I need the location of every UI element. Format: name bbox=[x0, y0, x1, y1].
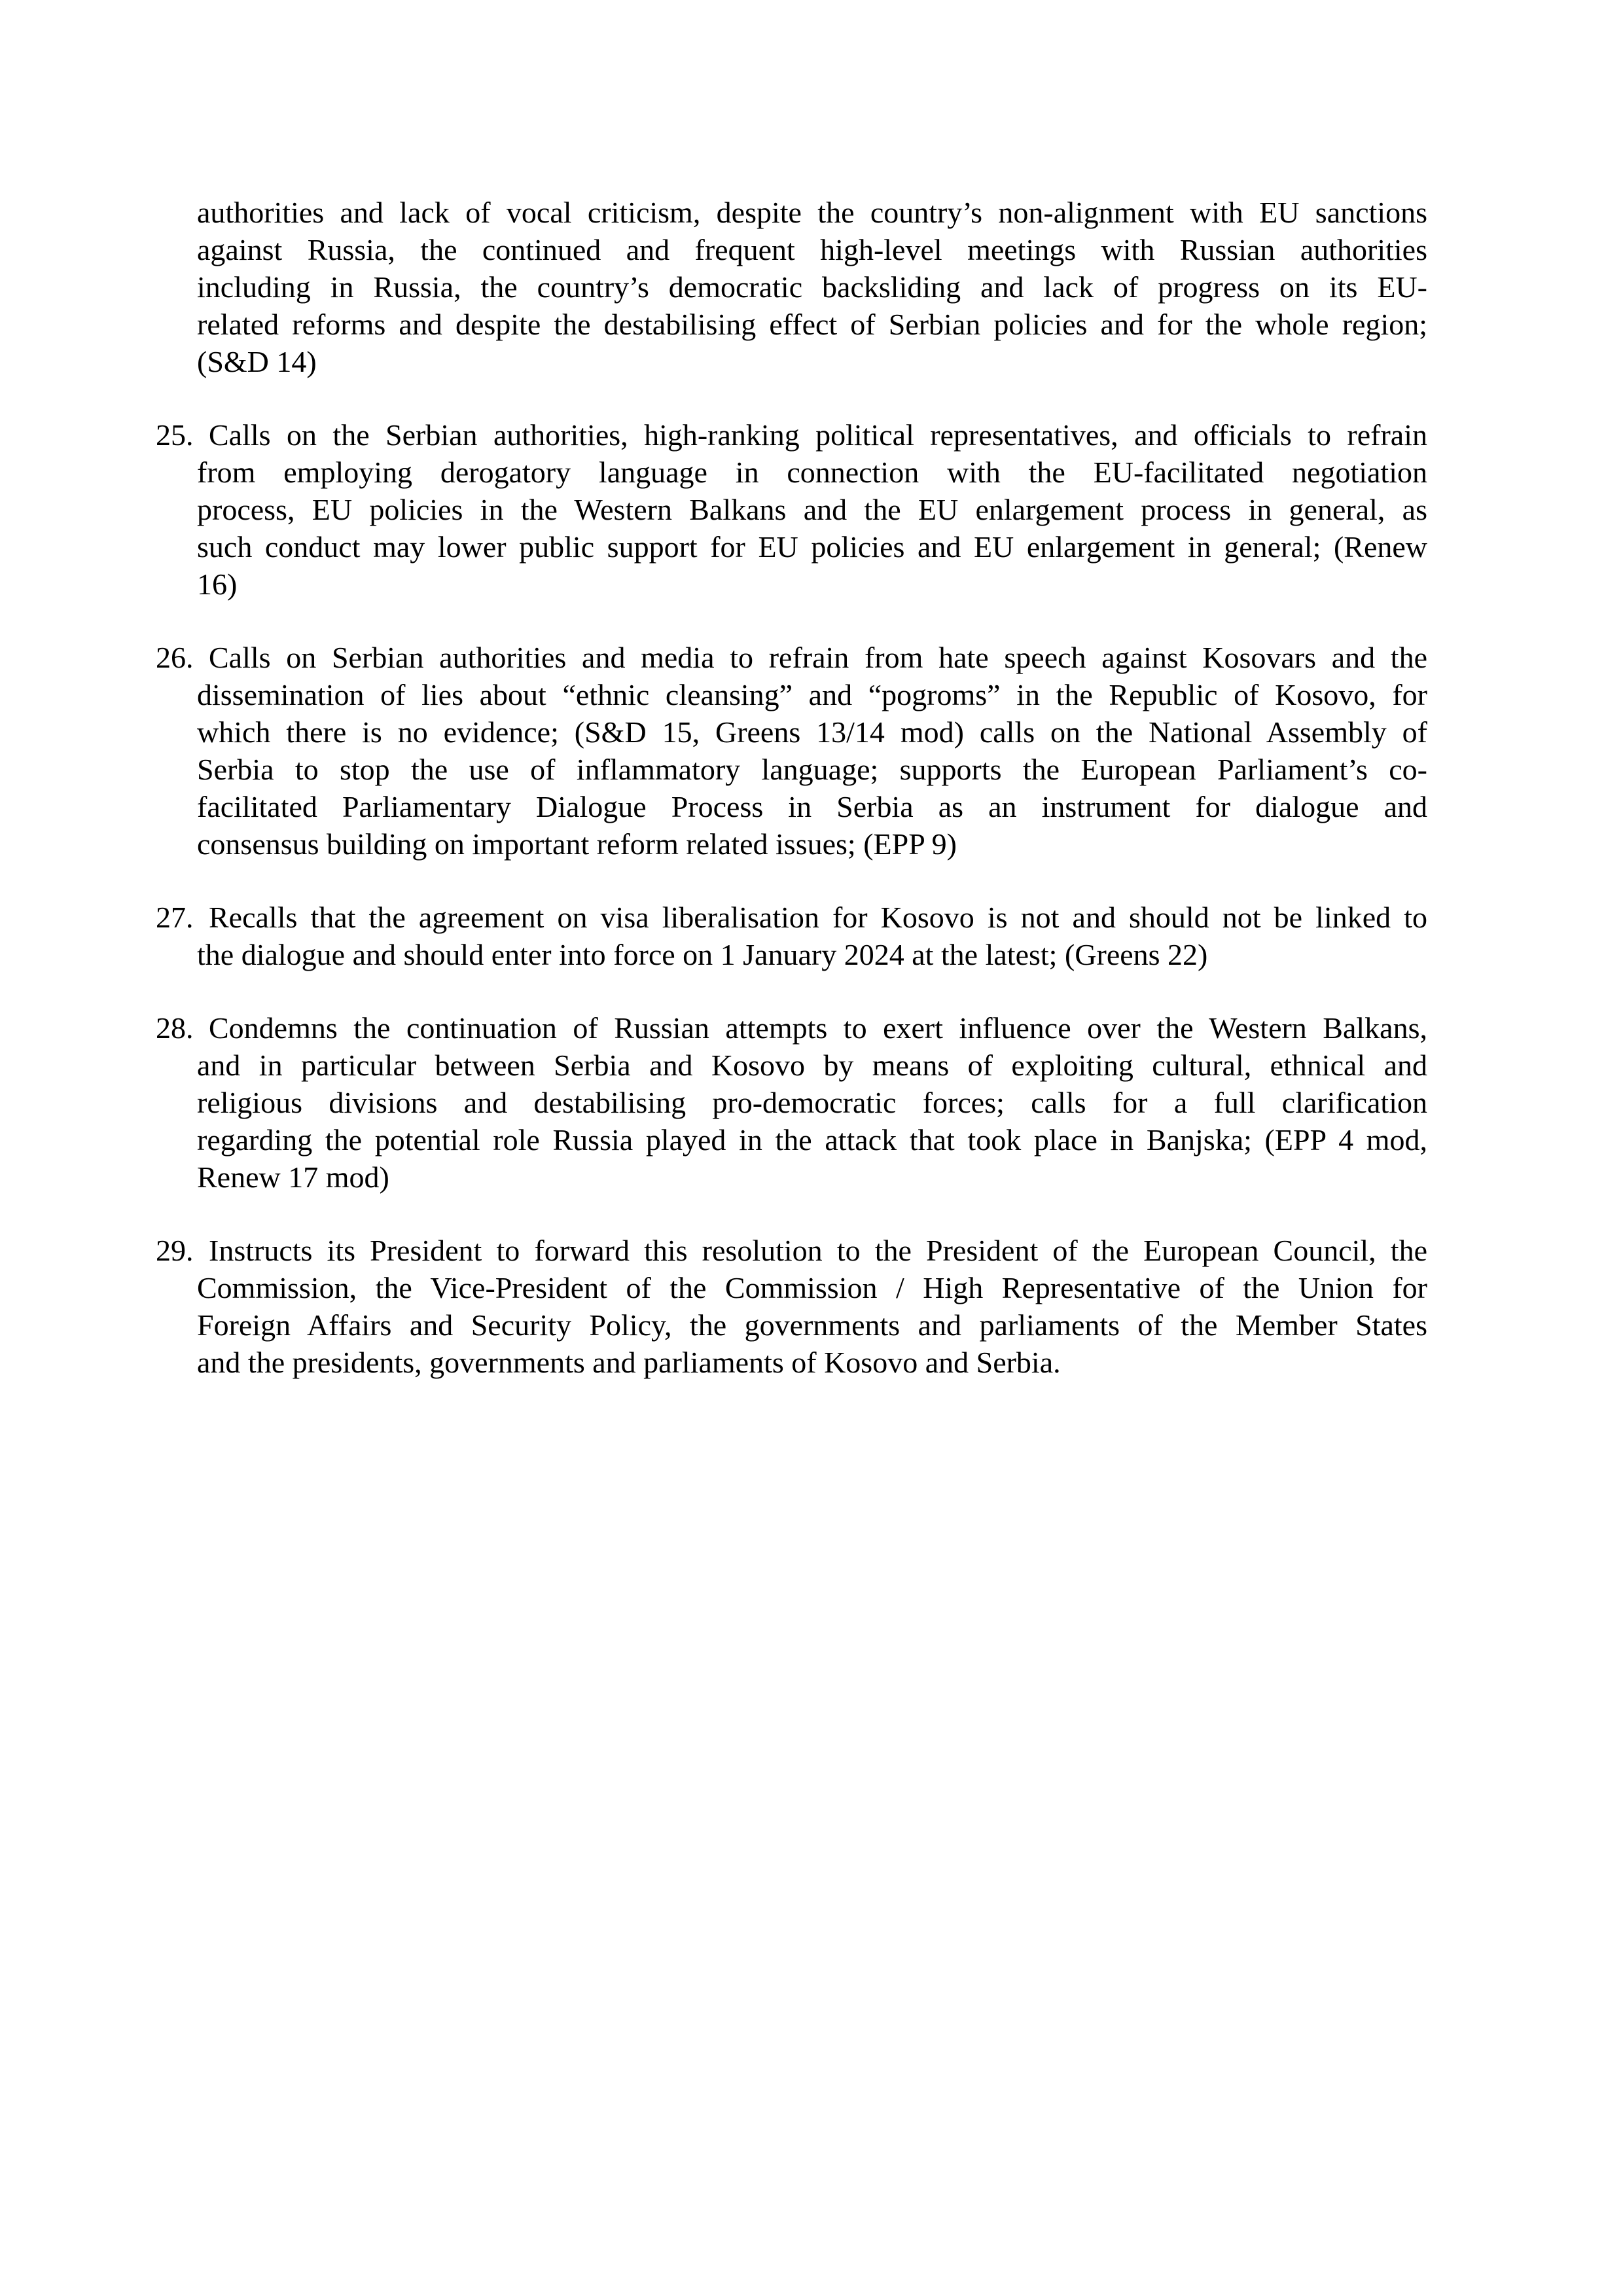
paragraph-line: facilitated Parliamentary Dialogue Process in Serbia as an instrument for dialogue and bbox=[197, 790, 1427, 823]
paragraph-line: 16) bbox=[197, 567, 238, 601]
paragraph-body bbox=[197, 1232, 1427, 1381]
paragraph-28 bbox=[156, 1009, 1427, 1196]
paragraph-27 bbox=[156, 899, 1427, 973]
paragraph-body bbox=[197, 639, 1427, 863]
paragraph-line: religious divisions and destabilising pro-democratic forces; calls for a full clarification bbox=[197, 1086, 1427, 1119]
paragraph-line: Serbia to stop the use of inflammatory language; supports the European Parliament’s co- bbox=[197, 753, 1427, 786]
paragraph-number bbox=[156, 194, 197, 380]
paragraph-line: and in particular between Serbia and Kosovo by means of exploiting cultural, ethnical and bbox=[197, 1049, 1427, 1082]
paragraph-line: dissemination of lies about “ethnic cleansing” and “pogroms” in the Republic of Kosovo, for bbox=[197, 678, 1427, 711]
paragraph-line: Condemns the continuation of Russian attempts to exert influence over the Western Balkans, bbox=[209, 1011, 1427, 1045]
paragraph-line: related reforms and despite the destabilising effect of Serbian policies and for the whole region; bbox=[197, 308, 1427, 341]
paragraph-line: the dialogue and should enter into force on 1 January 2024 at the latest; (Greens 22) bbox=[197, 938, 1208, 971]
paragraph-line: Calls on the Serbian authorities, high-ranking political representatives, and officials to refrain bbox=[209, 418, 1427, 452]
paragraph-line: consensus building on important reform related issues; (EPP 9) bbox=[197, 827, 957, 861]
paragraph-25 bbox=[156, 416, 1427, 603]
paragraph-26 bbox=[156, 639, 1427, 863]
paragraph-body bbox=[197, 899, 1427, 973]
paragraph-line: such conduct may lower public support for EU policies and EU enlargement in general; (Renew bbox=[197, 530, 1427, 564]
paragraph-line: regarding the potential role Russia played in the attack that took place in Banjska; (EPP 4 mod, bbox=[197, 1123, 1427, 1157]
paragraph-body bbox=[197, 194, 1427, 380]
paragraph-line: Renew 17 mod) bbox=[197, 1160, 389, 1194]
paragraph-line: and the presidents, governments and parliaments of Kosovo and Serbia. bbox=[197, 1346, 1061, 1379]
paragraph-line: Instructs its President to forward this resolution to the President of the European Council, the bbox=[209, 1234, 1427, 1267]
paragraph-line: process, EU policies in the Western Balkans and the EU enlargement process in general, as bbox=[197, 493, 1427, 526]
paragraph-number: 28. bbox=[156, 1011, 194, 1045]
paragraph-line: authorities and lack of vocal criticism, despite the country’s non-alignment with EU sanctions bbox=[197, 196, 1427, 229]
paragraph-line: from employing derogatory language in connection with the EU-facilitated negotiation bbox=[197, 456, 1427, 489]
paragraph-number: 26. bbox=[156, 641, 194, 674]
paragraph-body bbox=[197, 1009, 1427, 1196]
paragraph-line: Recalls that the agreement on visa liberalisation for Kosovo is not and should not be linked to bbox=[209, 901, 1427, 934]
paragraph-number: 29. bbox=[156, 1234, 194, 1267]
paragraph-29 bbox=[156, 1232, 1427, 1381]
paragraph-body bbox=[197, 416, 1427, 603]
paragraph-line: Calls on Serbian authorities and media to refrain from hate speech against Kosovars and the bbox=[209, 641, 1427, 674]
paragraph-line: which there is no evidence; (S&D 15, Greens 13/14 mod) calls on the National Assembly of bbox=[197, 715, 1427, 749]
paragraph-number: 27. bbox=[156, 901, 194, 934]
paragraph-line: Commission, the Vice-President of the Commission / High Representative of the Union for bbox=[197, 1271, 1427, 1304]
paragraph-line: including in Russia, the country’s democratic backsliding and lack of progress on its EU- bbox=[197, 270, 1427, 304]
paragraph-line: against Russia, the continued and frequent high-level meetings with Russian authorities bbox=[197, 233, 1427, 266]
paragraph-continuation bbox=[156, 194, 1427, 380]
paragraph-line: (S&D 14) bbox=[197, 345, 317, 378]
paragraph-line: Foreign Affairs and Security Policy, the governments and parliaments of the Member States bbox=[197, 1308, 1427, 1342]
paragraph-number: 25. bbox=[156, 418, 194, 452]
